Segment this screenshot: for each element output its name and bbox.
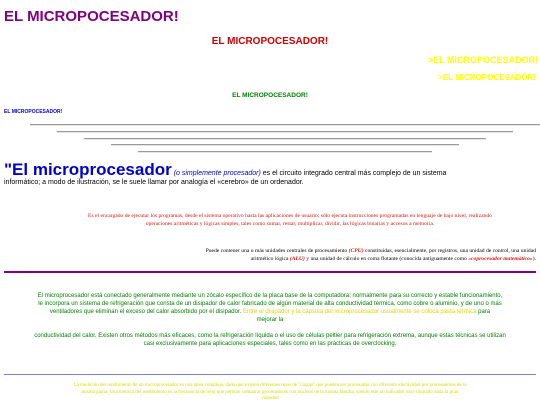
paragraph-1-line-b: operaciones aritméticas y lógicas simples, tales como sumar, restar, multiplicar, dividir, las lógicas binarias y accesos a memoria. [145, 220, 435, 227]
paragraph-units [44, 248, 536, 263]
intro-text-b: informático; a modo de ilustración, se le suele llamar por analogía el «cerebro» de un ordenador. [4, 179, 304, 186]
paragraph-cooling [4, 292, 536, 348]
paragraph-3-line-1: El microprocesador está conectado generalmente mediante un zócalo específico de la placa base de la computadora; normalmente para su correcto y estable funcionamiento, [37, 293, 503, 299]
heading-1: EL MICROPOCESADOR! [4, 8, 179, 25]
paragraph-4-line-1: La medición del rendimiento de un microprocesador es una tarea compleja, dado que existen diferentes tipos de "cargas" que pueden ser procesadas con diferente efectividad por procesadores de la [73, 383, 467, 388]
paragraph-execution [44, 213, 536, 228]
paragraph-3-line-3c: para [476, 309, 491, 315]
separator-purple [4, 271, 536, 273]
intro-aside: (o simplemente procesador) [173, 170, 261, 177]
paragraph-4-line-2: misma gama. Una métrica del rendimiento es la frecuencia de reloj que permite comparar procesadores con núcleos de la misma familia, siendo este un indicador muy limitado dada la gran [81, 389, 459, 395]
paragraph-performance [4, 383, 536, 403]
intro-paragraph [4, 160, 536, 187]
paragraph-3-line-2: le incorpora un sistema de refrigeración que consta de un disipador de calor fabricado de algún material de alta conductividad térmica, como cobre o aluminio, y de uno o más [38, 301, 502, 307]
paragraph-2-text-c: aritmético lógica [250, 255, 290, 262]
intro-title: "El microprocesador [4, 160, 172, 179]
separator-blue [4, 374, 536, 375]
alu-term: (ALU) [289, 255, 305, 262]
paragraph-3-line-4: mejorar la [256, 317, 284, 323]
paragraph-2-text-a: Puede contener una o más unidades centrales de procesamiento [205, 248, 349, 254]
paragraph-3-line-3a: ventiladores que eliminan el exceso del calor absorbido por el disipador. [49, 309, 243, 315]
heading-6: EL MICROPOCESADOR! [4, 109, 63, 115]
divider-4 [111, 144, 459, 146]
divider-1 [30, 124, 540, 126]
divider-2 [57, 131, 513, 133]
heading-3: >EL MICROPOCESADOR! [427, 55, 538, 65]
heading-5: EL MICROPOCESADOR! [232, 92, 308, 99]
paragraph-3-highlight: Entre el disipador y la cápsula del microprocesador usualmente se coloca pasta térmica [242, 309, 477, 315]
paragraph-4-line-3: variedad [261, 396, 279, 401]
paragraph-2-text-d: y una unidad de cálculo en coma flotante (conocida antiguamente como [304, 255, 469, 262]
coprocessor-term: «coprocesador matemático» [468, 255, 533, 262]
heading-4: >EL MICROPOCESADOR! [438, 73, 536, 82]
divider-3 [84, 138, 486, 140]
paragraph-3-line-5: conductividad del calor. Existen otros métodos más eficaces, como la refrigeración líquida o el uso de células peltier para refrigeración extrema, aunque estas técnicas se utilizan [34, 333, 506, 339]
paragraph-1-line-a: Es el encargado de ejecutar los programas, desde el sistema operativo hasta las aplicaciones de usuario; sólo ejecuta instrucciones programadas en lenguaje de bajo nivel, realizando [88, 213, 492, 219]
paragraph-2-text-b: constituidas, esencialmente, por registros, una unidad de control, una unidad [363, 248, 536, 254]
divider-5 [138, 151, 432, 153]
cpu-term: (CPU) [348, 248, 364, 254]
heading-2: EL MICROPOCESADOR! [211, 36, 329, 47]
paragraph-2-text-e: ). [532, 255, 536, 262]
intro-text-a: es el circuito integrado central más complejo de un sistema [260, 170, 447, 177]
paragraph-3-line-6: casi exclusivamente para aplicaciones especiales, tales como en las prácticas de overclocking. [143, 341, 397, 347]
